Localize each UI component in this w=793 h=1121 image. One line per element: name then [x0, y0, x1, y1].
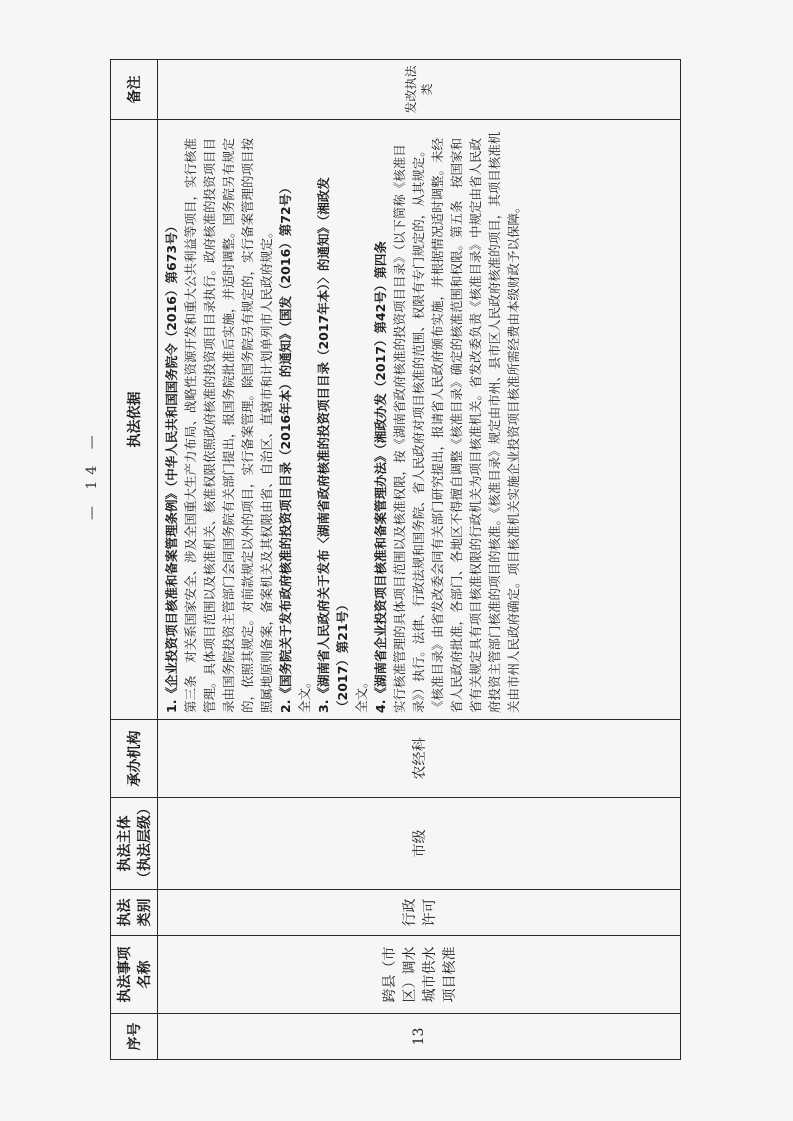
header-note: 备注 [111, 60, 158, 120]
cell-no: 13 [158, 1014, 681, 1060]
header-unit: 承办机构 [111, 720, 158, 798]
cell-note: 发改执法类 [158, 60, 681, 120]
cell-basis [158, 120, 681, 720]
header-basis: 执法依据 [111, 120, 158, 720]
basis-4-title: 4.《湖南省企业投资项目核准和备案管理办法》（湘政办发（2017）第42号）第四条 [373, 241, 388, 713]
header-type: 执法类别 [111, 890, 158, 936]
header-item-name: 执法事项名称 [111, 936, 158, 1014]
cell-type: 行政许可 [158, 890, 681, 936]
basis-1-text: 第三条 对关系国家安全、涉及全国重大生产力布局、战略性资源开发和重大公共利益等项目，实行核准管理。具体项目范围以及核准机关、核准权限依照政府核准的投资项目目录执行。政府核准的投资项目目录由国务院投资主管部门会同国务院有关部门提出，报国务院批准后实施，并适时调整。国务院另有规定的，依照其规定。对前款规定以外的项目，实行备案管理。除国务院另有规定的，实行备案管理的项目按照属地原则备案，备案机关及其权限由省、自治区、直辖市和计划单列市人民政府规定。 [183, 137, 274, 713]
header-no: 序号 [111, 1014, 158, 1060]
basis-4-text: 实行核准管理的具体项目范围以及核准权限，按《湖南省政府核准的投资项目目录》（以下简称《核准目录》）执行。法律、行政法规和国务院、省人民政府对项目核准的范围、权限有专门规定的，从其规定。《核准目录》由省发改委会同有关部门研究提出，报请省人民政府颁布实施，并根据情况适时调整。未经省人民政府批准，各部门、各地区不得擅自调整《核准目录》确定的核准范围和权限。第五条 按国家和省有关规定具有项目核准权限的行政机关为项目核准机关。省发改委负责《核准目录》中规定由省人民政府投资主管部门核准的项目的核准。《核准目录》规定由市州、县市区人民政府核准的项目，其项目核准机关由市州人民政府确定。项目核准机关实施企业投资项目核准所需经费由本级财政予以保障。 [392, 131, 521, 713]
rotated-table-wrapper [110, 60, 681, 1060]
header-subject: 执法主体（执法层级） [111, 798, 158, 890]
basis-3-text: 全文。 [354, 675, 369, 713]
basis-2-text: 全文。 [297, 675, 312, 713]
basis-1-title: 1.《企业投资项目核准和备案管理条例》（中华人民共和国国务院令（2016）第673号） [164, 219, 179, 713]
enforcement-table [110, 59, 681, 1060]
cell-unit: 农经科 [158, 720, 681, 798]
table-header-row [111, 60, 158, 1060]
cell-item-name: 跨县（市区）调水城市供水项目核准 [158, 936, 681, 1014]
page-number: — 14 — [84, 429, 100, 520]
table-row [158, 60, 681, 1060]
basis-3-title: 3.《湖南省人民政府关于发布〈湖南省政府核准的投资项目目录（2017年本）〉的通知》（湘政发（2017）第21号） [316, 177, 350, 713]
cell-subject: 市级 [158, 798, 681, 890]
basis-2-title: 2.《国务院关于发布政府核准的投资项目目录（2016年本）的通知》（国发（2016）第72号） [278, 181, 293, 713]
